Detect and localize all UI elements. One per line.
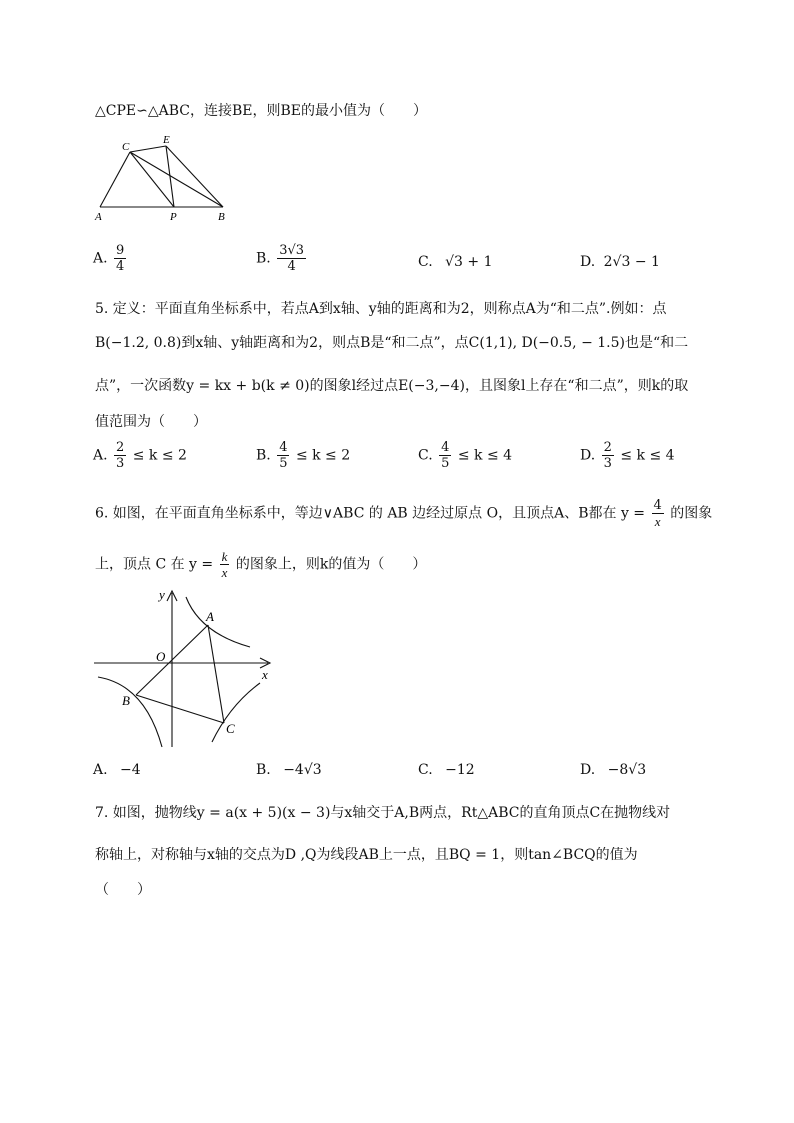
q4-option-d-label: D. — [580, 254, 596, 270]
q5-line-3: 点”，一次函数y = kx + b(k ≠ 0)的图象l经过点E(−3,−4)，且图象l上存在“和二点”，则k的取 — [95, 378, 689, 394]
q6-line-2 — [95, 549, 426, 580]
q5-option-d-label: D. — [580, 447, 596, 464]
q4-label-B: B — [218, 211, 225, 223]
q5-option-c-fraction — [439, 440, 451, 471]
q5-option-d-fraction — [602, 440, 614, 471]
q4-label-C: C — [122, 141, 130, 153]
q4-label-P: P — [170, 211, 177, 223]
q6-line-1 — [95, 498, 712, 529]
q6-line-1-den: x — [654, 514, 661, 529]
q4-option-b[interactable] — [256, 243, 308, 274]
q6-line-2-num: k — [221, 549, 228, 564]
q6-line-2-fraction — [220, 549, 230, 580]
q4-option-c[interactable] — [418, 252, 493, 272]
q5-option-d-rest: ≤ k ≤ 4 — [620, 447, 675, 464]
q6-figure — [90, 585, 280, 750]
q4-stem: △CPE∽△ABC，连接BE，则BE的最小值为（ ） — [95, 103, 428, 119]
q6-option-b-label: B. — [256, 762, 271, 778]
q4-option-b-fraction — [277, 243, 306, 274]
q5-option-a-rest: ≤ k ≤ 2 — [132, 447, 187, 464]
q6-line-2-b: 的图象上，则k的值为（ ） — [235, 556, 427, 573]
q5-option-b-label: B. — [256, 447, 271, 464]
q5-option-b-rest: ≤ k ≤ 2 — [295, 447, 351, 464]
q7-line-1: 7. 如图，抛物线y = a(x + 5)(x − 3)与x轴交于A,B两点，Rt△ABC的直角顶点C在抛物线对 — [95, 805, 671, 821]
q4-option-a-label: A. — [93, 250, 108, 267]
q5-option-b-num: 4 — [279, 440, 288, 455]
q6-line-1-fraction — [652, 498, 664, 529]
q5-line-2: B(−1.2, 0.8)到x轴、y轴距离和为2，则点B是“和二点”，点C(1,1), D(−0.5, − 1.5)也是“和二 — [95, 335, 689, 351]
q7-line-2: 称轴上，对称轴与x轴的交点为D ,Q为线段AB上一点，且BQ = 1，则tan∠BCQ的值为 — [95, 847, 638, 863]
q6-label-x: x — [262, 667, 268, 682]
q6-option-c-label: C. — [418, 762, 433, 778]
q6-option-c-text: −12 — [445, 762, 475, 778]
q4-option-a-den: 4 — [116, 259, 125, 274]
q4-option-b-num: 3√3 — [279, 243, 305, 258]
q6-line-2-a: 上，顶点 C 在 y = — [95, 556, 214, 573]
q4-option-a[interactable] — [93, 243, 128, 274]
q4-option-d-text: 2√3 − 1 — [603, 254, 660, 270]
q6-option-d[interactable] — [580, 760, 646, 780]
q4-label-A: A — [95, 211, 102, 223]
q4-option-b-label: B. — [256, 250, 271, 267]
q5-option-c-den: 5 — [441, 456, 450, 471]
q5-option-d-num: 2 — [603, 440, 612, 455]
q6-option-b-text: −4√3 — [283, 762, 322, 778]
q5-option-b[interactable] — [256, 440, 350, 471]
q6-option-d-label: D. — [580, 762, 596, 778]
q5-option-c[interactable] — [418, 440, 512, 471]
q6-label-O: O — [156, 649, 166, 664]
q4-label-E: E — [163, 134, 170, 146]
q6-option-c[interactable] — [418, 760, 475, 780]
q6-label-B: B — [122, 693, 130, 708]
q4-option-c-text: √3 + 1 — [445, 254, 493, 270]
q5-option-a-den: 3 — [116, 456, 125, 471]
q4-option-c-label: C. — [418, 254, 433, 270]
q6-line-1-b: 的图象 — [670, 505, 713, 522]
q5-option-a-fraction — [114, 440, 126, 471]
q6-label-y: y — [159, 587, 165, 602]
q6-label-A: A — [206, 609, 214, 624]
q5-line-1: 5. 定义：平面直角坐标系中，若点A到x轴、y轴的距离和为2，则称点A为“和二点”.例如：点 — [95, 301, 667, 317]
q6-label-C: C — [226, 721, 235, 736]
q4-option-a-num: 9 — [116, 243, 125, 258]
q6-option-d-text: −8√3 — [607, 762, 647, 778]
q5-line-4: 值范围为（ ） — [95, 414, 207, 430]
q5-option-a-label: A. — [93, 447, 108, 464]
q6-option-b[interactable] — [256, 760, 322, 780]
q7-line-3: （ ） — [95, 882, 151, 898]
q5-option-c-rest: ≤ k ≤ 4 — [457, 447, 513, 464]
q6-option-a[interactable] — [93, 760, 141, 780]
q5-option-b-den: 5 — [279, 456, 288, 471]
q6-option-a-label: A. — [93, 762, 108, 778]
q6-line-1-num: 4 — [653, 498, 662, 513]
q6-line-2-den: x — [221, 565, 228, 580]
q5-option-b-fraction — [277, 440, 289, 471]
q5-option-d-den: 3 — [603, 456, 612, 471]
q5-option-c-num: 4 — [441, 440, 450, 455]
q5-option-c-label: C. — [418, 447, 433, 464]
q4-option-a-fraction — [114, 243, 126, 274]
q4-figure — [90, 130, 240, 225]
q5-option-a[interactable] — [93, 440, 187, 471]
q6-option-a-text: −4 — [120, 762, 141, 778]
q5-option-d[interactable] — [580, 440, 675, 471]
q4-option-b-den: 4 — [287, 259, 296, 274]
q5-option-a-num: 2 — [116, 440, 125, 455]
q6-line-1-a: 6. 如图，在平面直角坐标系中，等边∨ABC 的 AB 边经过原点 O，且顶点A、B都在 y = — [95, 505, 646, 522]
q4-option-d[interactable] — [580, 252, 660, 272]
